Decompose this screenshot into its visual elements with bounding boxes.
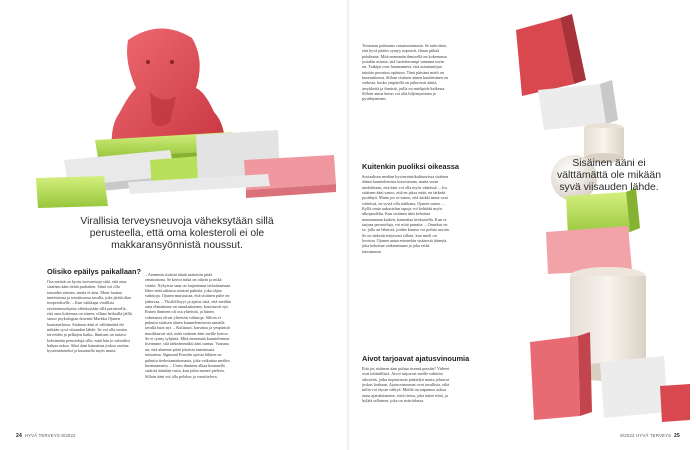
body-column-3-section-3: Että jos sisäinen ääni puhuu itsensä pussiin? Virheet ovat inhimillisiä. Aivot tarjoavat meille valmiita oikoteitä, jotka nopeuttavat päättelyä mutta johtavat joskus harhaan. Ajatusvinoumat ovat tavallisia, eikä niiltä voi täysin välttyä. Meillä on taipumus uskoa omia ajatuksiamme, etsiä tietoa, joka tukee niitä, ja hylätä sellainen, joka on ristiriidassa. xyxy=(362,366,450,404)
section-heading-3: Aivot tarjoavat ajatusvinoumia xyxy=(362,354,470,363)
pull-quote: Sisäinen ääni ei välttämättä ole mikään syvä viisauden lähde. xyxy=(557,158,661,194)
section-heading-2: Kuitenkin puoliksi oikeassa xyxy=(362,162,459,171)
folio-right: 8/2022 HYVÄ TERVEYS 25 xyxy=(620,433,680,439)
thinker-bust-figure xyxy=(112,28,225,150)
body-column-1: Osa meistä on hyvin itsevarmoja siitä, että oma sisäinen ääni tietää parhaiten. Siinä voi olla totuuden siemen, mutta ei aina. Moni luottaa tunteisiinsa ja intuitioonsa tavalla, joka jättää tilaa itsepetokselle. – Kun vaikkapa virallisia ravitsemusohjeita väheksytään sillä perusteella, että oma kokemus on toinen, ollaan heikoilla jäillä, sanoo psykologian dosentti Markku Ojanen haastattelussa. Sisäinen ääni ei välttämättä ole mikään syvä viisauden lähde. Se voi olla omien toiveiden ja pelkojen kaiku. Ihminen on taitava keksimään perusteluja sille, mitä hän jo valmiiksi haluaa uskoa. Siksi ääni kannattaa joskus asettaa kyseenalaiseksi ja kuunnella myös muita. xyxy=(47,279,133,354)
body-column-2: – Aiemmin sisäistä ääntä saatettiin pitää omatuntona. Se kertoi mikä on oikein ja mikä väärin. Nykyisin sana on laajentunut tarkoittamaan lähes mitä tahansa sisäistä puhetta, joka ohjaa valintoja. Ojanen muistuttaa, että sisäinen puhe on jatkuvaa. – Yksilöllisyys ja ajatus siitä, että meidän oma elämämme on ainutlaatuinen, korostuvat nyt. Ennen ihminen oli osa yhteisöä, ja hänen valintansa olivat yhteisön valintoja. Silloin ei puhuttu sisäisen äänen kuuntelemisesta samalla tavalla kuin nyt. – Kulttuuri, kasvatus ja ympäristö muokkaavat sitä, mitä sisäinen ääni meille kertoo. Se ei synny tyhjästä. Mitä enemmän kuuntelemme itseämme, sitä tärkeämmäksi ääni tuntuu. Vaarana on, että alamme pitää jokaista tuntemusta totuutena. Sigmund Freudin ajoista lähtien on puhuttu tiedostamattomasta, joka vaikuttaa meihin huomaamatta. – Usein ihminen alkaa kuunnella sisäistä ääntään vasta, kun jokin menee pieleen. Silloin ääni voi olla pelokas ja varoitteleva. xyxy=(145,272,231,379)
blocks-left xyxy=(36,130,336,208)
body-column-3-section-2: Sosiaalisen median hyvinvointikulttuurissa sisäisen äänen kuuntelemista korostetaan, mutta usein unohdetaan, että ääni voi olla myös väärässä. – Jos sisäinen ääni sanoo, että en jaksa enää, on tärkeää pysähtyä. Mutta jos se sanoo, että kaikki muut ovat väärässä, on syytä olla tarkkana, Ojanen sanoo. – Kyllä omia tarkastelun tapoja voi kehittää myös ulkopuolelta. Kun sisäinen ääni kehottaa muuttamaan kaiken, kannattaa keskustella. Kun se tarjoaa perusteluja, voi niitä punnita. – Onnekas on se, jolla on läheisiä, joiden kanssa voi pohtia asioita. Se on tärkeää erityisesti silloin, kun mieli on levoton. Ojanen antaa esimerkin sisäisestä äänestä, joka kehottaa vaikenemaan ja joka estää toimimasta. xyxy=(362,174,450,254)
page-gutter xyxy=(347,0,349,450)
blocks-tower-right xyxy=(516,14,690,422)
lead-paragraph: Virallisia terveysneuvoja väheksytään sillä perusteella, että oma kolesteroli ei ole makkaransyönnistä noussut. xyxy=(80,216,274,252)
folio-left: 24 HYVÄ TERVEYS 8/2022 xyxy=(16,433,76,439)
section-heading-1: Olisiko epäilys paikallaan? xyxy=(47,267,142,276)
body-column-3: Toisinaan puhutaan vatsatuntumasta. Se tarkoittaa, että hyvä päätös syntyy nopeasti, ilman pitkää pohdintaa. Mitä enemmän ihmisellä on kokemusta jostakin asiasta, sitä luotettavampi tuntuma usein on. Tutkijat ovat huomanneet, että asiantuntijan intuitio perustuu opittuun. Tänä päivänä mieli on kuormittunut. Silloin sisäisen äänen kuuleminen on vaikeaa, koska ympärillä on jatkuvasti ääniä, ärsykkeitä ja ihmisiä, joilla on mielipide kaikesta. Silloin ainoa keino voi olla hiljentyminen ja pysähtyminen. xyxy=(362,43,449,102)
